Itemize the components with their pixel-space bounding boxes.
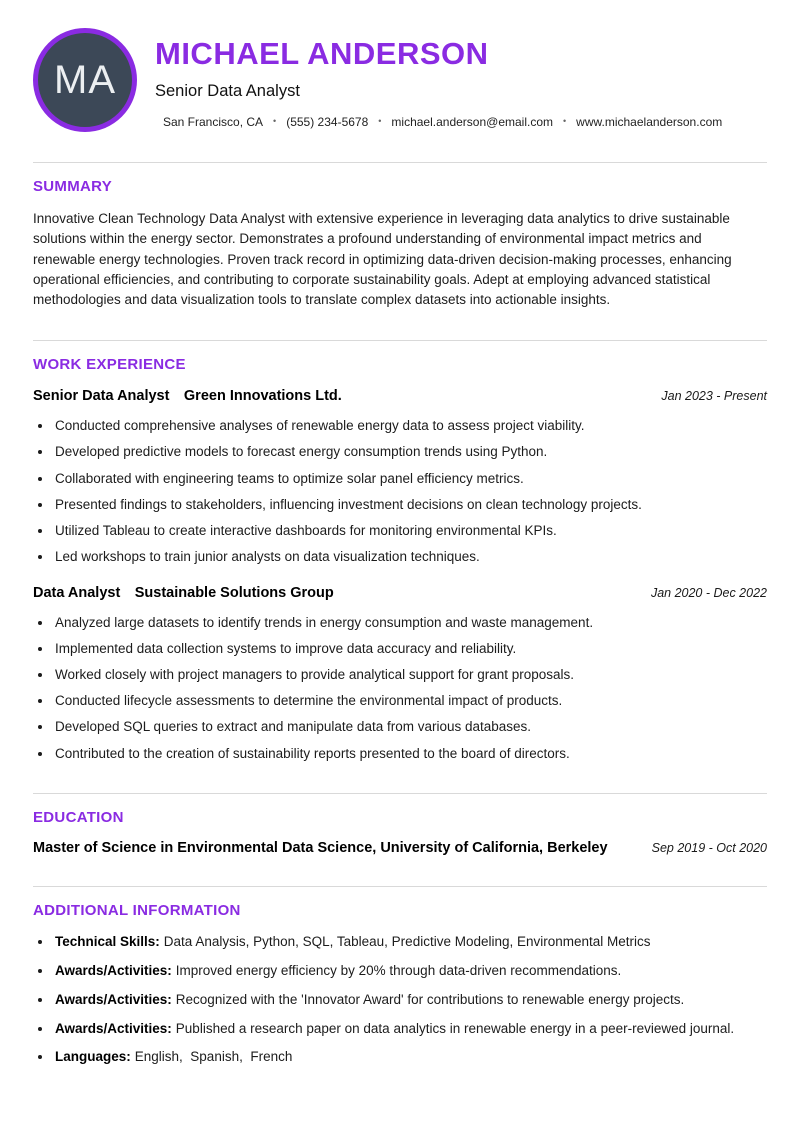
contact-location: San Francisco, CA [163,114,264,129]
job-entry [33,387,767,566]
job-role: Data Analyst [33,584,121,601]
info-item-label: Awards/Activities: [55,991,172,1007]
education-degree: Master of Science in Environmental Data Science, University of California, Berkeley [33,839,608,856]
candidate-job-title: Senior Data Analyst [155,81,300,100]
education-entry [33,840,767,856]
additional-information-heading: ADDITIONAL INFORMATION [33,901,241,919]
job-company: Green Innovations Ltd. [183,388,342,405]
education-dates: Sep 2019 - Oct 2020 [651,840,767,855]
job-entry [33,584,767,763]
job-bullet: • Contributed to the creation of sustainability reports presented to the board of directors. [53,745,767,763]
candidate-name: MICHAEL ANDERSON [155,36,489,71]
job-bullet-list [33,614,767,763]
job-list [33,387,767,763]
contact-website: www.michaelanderson.com [576,114,723,129]
summary-text: Innovative Clean Technology Data Analyst with extensive experience in leveraging data analytics to drive sustainable solutions within the energy sector. Demonstrates a profound understanding of environmental impact metrics and renewable energy technologies. Proven track record in optimizing data-driven decision-making processes, enhancing operational efficiencies, and contributing to corporate sustainability goals. Adept at employing advanced statistical methodologies and data visualization tools to translate complex datasets into actionable insights. [33,211,732,307]
job-title-line [33,387,342,405]
section-divider [33,886,767,887]
education-heading: EDUCATION [33,808,124,826]
contact-phone: (555) 234-5678 [286,114,369,129]
additional-information-list [33,933,767,1067]
bullet-separator-icon: • [563,116,567,127]
section-work-experience [33,340,767,763]
additional-information-item [53,962,767,981]
info-item-text: Published a research paper on data analytics in renewable energy in a peer-reviewed journal. [175,1020,735,1036]
info-item-text: Data Analysis, Python, SQL, Tableau, Predictive Modeling, Environmental Metrics [163,933,651,949]
job-company: Sustainable Solutions Group [134,584,334,601]
resume-header [33,0,767,132]
job-dates: Jan 2023 - Present [661,389,767,404]
section-education [33,793,767,856]
avatar-initials: MA [54,57,116,102]
job-bullet: • Implemented data collection systems to improve data accuracy and reliability. [53,640,767,658]
section-additional-information [33,886,767,1067]
info-item-label: Awards/Activities: [55,1020,172,1036]
job-bullet: • Worked closely with project managers to provide analytical support for grant proposals. [53,666,767,684]
job-bullet: • Collaborated with engineering teams to optimize solar panel efficiency metrics. [53,470,767,488]
job-dates: Jan 2020 - Dec 2022 [650,585,767,600]
contact-row [155,115,722,129]
additional-information-item [53,1020,767,1039]
job-title-line [33,584,334,602]
bullet-separator-icon: • [273,116,277,127]
info-item-label: Awards/Activities: [55,962,172,978]
section-divider [33,340,767,341]
info-item-text: English, Spanish, French [134,1049,293,1065]
additional-information-item [53,991,767,1010]
info-item-label: Technical Skills: [55,933,160,949]
job-header [33,387,767,405]
avatar [33,28,137,132]
info-item-label: Languages: [55,1049,131,1065]
summary-heading: SUMMARY [33,178,113,195]
job-bullet: • Conducted lifecycle assessments to determine the environmental impact of products. [53,692,767,710]
job-bullet: • Analyzed large datasets to identify trends in energy consumption and waste management. [53,614,767,632]
section-divider [33,793,767,794]
job-bullet-list [33,417,767,566]
section-summary [33,162,767,310]
additional-information-item [53,933,767,952]
info-item-text: Recognized with the 'Innovator Award' for contributions to renewable energy projects. [175,991,685,1007]
job-bullet: • Developed SQL queries to extract and manipulate data from various databases. [53,718,767,736]
bullet-separator-icon: • [378,116,382,127]
job-bullet: • Developed predictive models to forecast energy consumption trends using Python. [53,443,767,461]
additional-information-item [53,1048,767,1067]
section-divider [33,162,767,163]
info-item-text: Improved energy efficiency by 20% through data-driven recommendations. [175,962,622,978]
contact-email: michael.anderson@email.com [391,114,554,129]
job-bullet: • Utilized Tableau to create interactive dashboards for monitoring environmental KPIs. [53,522,767,540]
job-header [33,584,767,602]
work-experience-heading: WORK EXPERIENCE [33,356,186,374]
job-role: Senior Data Analyst [33,388,170,405]
job-bullet: • Presented findings to stakeholders, influencing investment decisions on clean technology projects. [53,496,767,514]
job-bullet: • Conducted comprehensive analyses of renewable energy data to assess project viability. [53,417,767,435]
header-text [155,28,722,129]
job-bullet: • Led workshops to train junior analysts on data visualization techniques. [53,548,767,566]
